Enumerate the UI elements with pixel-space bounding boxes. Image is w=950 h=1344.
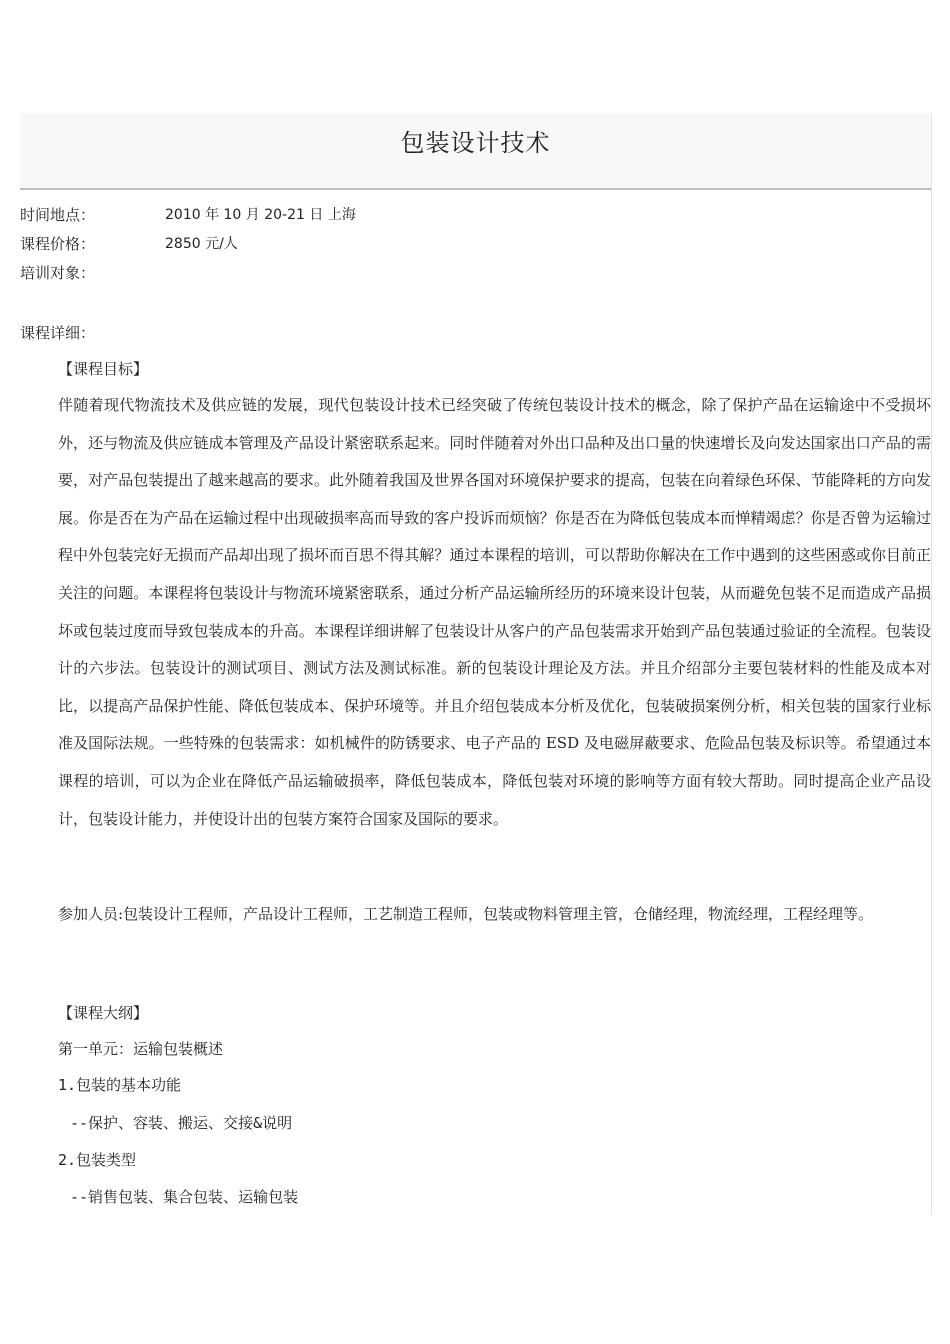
objective-paragraph: 伴随着现代物流技术及供应链的发展，现代包装设计技术已经突破了传统包装设计技术的概念，除了保护产品在运输途中不受损坏外，还与物流及供应链成本管理及产品设计紧密联系起来。同时伴随着对外出口品种及出口量的快速增长及向发达国家出口产品的需要，对产品包装提出了越来越高的要求。此外随着我国及世界各国对环境保护要求的提高，包装在向着绿色环保、节能降耗的方向发展。你是否在为产品在运输过程中出现破损率高而导致的客户投诉而烦恼？你是否在为降低包装成本而惮精竭虑？你是否曾为运输过程中外包装完好无损而产品却出现了损坏而百思不得其解？通过本课程的培训，可以帮助你解决在工作中遇到的这些困惑或你目前正关注的问题。本课程将包装设计与物流环境紧密联系，通过分析产品运输所经历的环境来设计包装，从而避免包装不足而造成产品损坏或包装过度而导致包装成本的升高。本课程详细讲解了包装设计从客户的产品包装需求开始到产品包装通过验证的全流程。包装设计的六步法。包装设计的测试项目、测试方法及测试标准。新的包装设计理论及方法。并且介绍部分主要包装材料的性能及成本对比，以提高产品保护性能、降低包装成本、保护环境等。并且介绍包装成本分析及优化，包装破损案例分析，相关包装的国家行业标准及国际法规。一些特殊的包装需求：如机械件的防锈要求、电子产品的 ESD 及电磁屏蔽要求、危险品包装及标识等。希望通过本课程的培训，可以为企业在降低产品运输破损率，降低包装成本，降低包装对环境的影响等方面有较大帮助。同时提高企业产品设计，包装设计能力，并使设计出的包装方案符合国家及国际的要求。 (58, 396, 931, 828)
page-title: 包装设计技术 (400, 129, 551, 157)
course-details-label: 课程详细： (20, 324, 96, 342)
audience-paragraph: 参加人员:包装设计工程师，产品设计工程师，工艺制造工程师，包装或物料管理主管，仓储经理，物流经理，工程经理等。 (58, 905, 874, 923)
title-band (20, 113, 931, 190)
outline-subitem: --保护、容装、搬运、交接&说明 (70, 1114, 293, 1132)
meta-value-price: 2850 元/人 (165, 236, 238, 252)
outline-unit-title: 第一单元：运输包装概述 (58, 1040, 224, 1058)
outline-heading: 【课程大纲】 (58, 1004, 149, 1022)
meta-label-price: 课程价格： (20, 235, 96, 253)
outline-subitem: --销售包装、集合包装、运输包装 (70, 1188, 299, 1206)
document-page (20, 113, 932, 1215)
outline-item: 2.包装类型 (58, 1151, 137, 1169)
meta-label-time-place: 时间地点： (20, 206, 96, 224)
meta-label-audience: 培训对象： (20, 264, 96, 282)
objective-heading: 【课程目标】 (58, 360, 149, 378)
outline-item: 1.包装的基本功能 (58, 1076, 182, 1094)
meta-value-time-place: 2010 年 10 月 20-21 日 上海 (165, 207, 356, 223)
